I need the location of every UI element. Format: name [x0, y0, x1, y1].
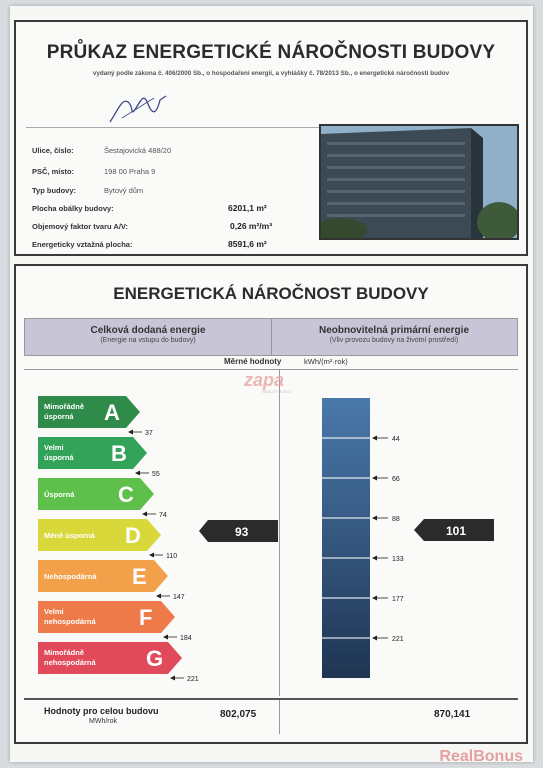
- reference-area-label: Energeticky vztažná plocha:: [32, 240, 133, 249]
- threshold-arrow-head: [372, 516, 377, 521]
- building-photo: [319, 124, 519, 240]
- energy-class-label-c: Úsporná: [44, 490, 75, 499]
- certificate-title: PRŮKAZ ENERGETICKÉ NÁROČNOSTI BUDOVY: [46, 42, 496, 63]
- street-value: Šestajovická 488/20: [104, 146, 172, 155]
- threshold-arrow-head: [156, 594, 161, 599]
- threshold-value-a: 37: [145, 430, 153, 437]
- energy-class-sublabel-f: nehospodárná: [44, 617, 96, 626]
- threshold-value-c: 74: [159, 512, 167, 519]
- primary-energy-total: 870,141: [434, 709, 471, 720]
- certificate-subtitle: vydaný podle zákona č. 406/2000 Sb., o hospodaření energií, a vyhlášky č. 78/2013 Sb., o energetické náročnosti budov: [92, 70, 450, 77]
- zapa-logo: zapa: [244, 370, 285, 390]
- primary-threshold-value: 66: [392, 476, 400, 483]
- threshold-arrow-head: [135, 471, 140, 476]
- energy-class-letter-a: A: [104, 400, 120, 425]
- threshold-value-f: 184: [180, 635, 192, 642]
- bottom-divider: [279, 700, 280, 734]
- delivered-energy-rating-value: 93: [235, 525, 249, 539]
- specific-values-unit: kWh/(m²·rok): [304, 357, 348, 366]
- threshold-value-b: 55: [152, 471, 160, 478]
- threshold-arrow-head: [142, 512, 147, 517]
- primary-threshold-value: 133: [392, 556, 404, 563]
- threshold-value-g: 221: [187, 676, 199, 683]
- threshold-arrow-head: [149, 553, 154, 558]
- building-type-label: Typ budovy:: [32, 186, 77, 195]
- threshold-arrow-head: [128, 430, 133, 435]
- energy-class-letter-e: E: [132, 564, 147, 589]
- shape-factor-label: Objemový faktor tvaru A/V:: [32, 222, 128, 231]
- delivered-energy-total: 802,075: [220, 709, 257, 720]
- shape-factor-value: 0,26 m²/m³: [230, 221, 273, 231]
- primary-threshold-value: 177: [392, 596, 404, 603]
- street-label: Ulice, číslo:: [32, 146, 74, 155]
- energy-class-sublabel-g: nehospodárná: [44, 658, 96, 667]
- energy-class-sublabel-a: úsporná: [44, 412, 74, 421]
- threshold-arrow-head: [372, 476, 377, 481]
- primary-threshold-value: 88: [392, 516, 400, 523]
- energy-class-label-d: Méně úsporná: [44, 531, 95, 540]
- energy-class-label-e: Nehospodárná: [44, 572, 97, 581]
- envelope-area-label: Plocha obálky budovy:: [32, 204, 114, 213]
- threshold-value-e: 147: [173, 594, 185, 601]
- energy-class-letter-c: C: [118, 482, 134, 507]
- threshold-value-d: 110: [166, 553, 178, 560]
- realbonus-watermark: RealBonus: [439, 748, 523, 765]
- delivered-energy-title: Celková dodaná energie: [90, 325, 206, 336]
- delivered-energy-subtitle: (Energie na vstupu do budovy): [100, 337, 196, 344]
- threshold-arrow-head: [372, 556, 377, 561]
- primary-energy-subtitle: (Vliv provozu budovy na životní prostředí): [329, 337, 459, 344]
- energy-class-letter-f: F: [139, 605, 153, 630]
- primary-energy-scale: [322, 398, 370, 678]
- reference-area-value: 8591,6 m²: [228, 239, 267, 249]
- zapa-logo-sub: REALITY S.R.O.: [262, 389, 292, 394]
- psc-label: PSČ, místo:: [32, 167, 75, 176]
- energy-class-letter-d: D: [125, 523, 141, 548]
- whole-building-unit: MWh/rok: [89, 718, 117, 725]
- energy-class-letter-g: G: [146, 646, 164, 671]
- threshold-arrow-head: [372, 436, 377, 441]
- energy-class-scale: [16, 266, 526, 742]
- threshold-arrow-head: [163, 635, 168, 640]
- psc-value: 198 00 Praha 9: [104, 167, 156, 176]
- energy-class-label-b: Velmi: [44, 443, 64, 452]
- threshold-arrow-head: [372, 636, 377, 641]
- energy-class-label-a: Mimořádně: [44, 402, 85, 411]
- signature-image: [104, 88, 174, 128]
- primary-energy-title: Neobnovitelná primární energie: [318, 325, 470, 336]
- threshold-arrow-head: [170, 676, 175, 681]
- threshold-arrow-head: [372, 596, 377, 601]
- primary-energy-rating-value: 101: [446, 524, 467, 538]
- whole-building-label: Hodnoty pro celou budovu: [44, 706, 159, 716]
- energy-class-letter-b: B: [111, 441, 127, 466]
- primary-threshold-value: 44: [392, 436, 400, 443]
- certificate-header-box: [14, 20, 528, 256]
- primary-threshold-value: 221: [392, 636, 404, 643]
- energy-class-label-f: Velmi: [44, 607, 64, 616]
- energy-class-sublabel-b: úsporná: [44, 453, 74, 462]
- energy-performance-box: [14, 264, 528, 744]
- energy-performance-title: ENERGETICKÁ NÁROČNOST BUDOVY: [113, 284, 429, 303]
- whole-building-row: [24, 698, 518, 734]
- building-type-value: Bytový dům: [104, 186, 144, 195]
- specific-values-label: Měrné hodnoty: [224, 357, 282, 366]
- energy-class-label-g: Mimořádně: [44, 648, 85, 657]
- envelope-area-value: 6201,1 m²: [228, 203, 267, 213]
